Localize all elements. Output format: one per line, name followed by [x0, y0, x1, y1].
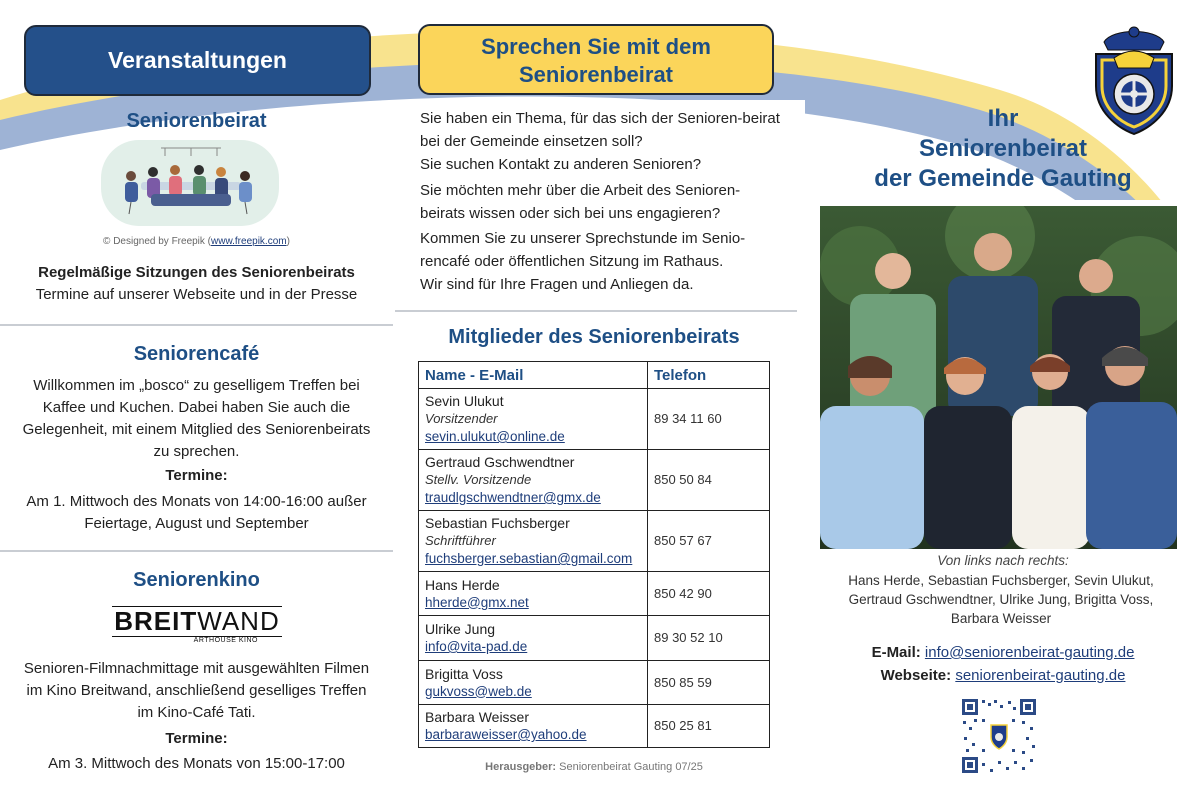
- email-link[interactable]: info@seniorenbeirat-gauting.de: [924, 644, 1135, 661]
- right-title-line-1: Ihr: [987, 105, 1019, 132]
- events-header-label: Veranstaltungen: [108, 47, 287, 73]
- group-photo: [820, 206, 1177, 549]
- member-name: Sevin Ulukut: [425, 393, 504, 409]
- column-header-name: Name - E-Mail: [419, 362, 648, 389]
- photo-caption-names: Hans Herde, Sebastian Fuchsberger, Sevin Ulukut, Gertraud Gschwendtner, Ulrike Jung, Brigitta Voss, Barbara Weisser: [848, 573, 1154, 626]
- qr-code-icon[interactable]: [960, 697, 1038, 775]
- member-email-link[interactable]: barbaraweisser@yahoo.de: [425, 727, 587, 742]
- members-table: [418, 361, 770, 748]
- events-header: [24, 25, 371, 96]
- meeting-illustration: [101, 140, 279, 226]
- kino-termine-text: Am 3. Mittwoch des Monats von 15:00-17:00: [48, 755, 345, 772]
- publisher-label: Herausgeber:: [485, 761, 557, 773]
- member-cell: [419, 450, 648, 511]
- website-link[interactable]: seniorenbeirat-gauting.de: [955, 667, 1126, 684]
- member-phone: 850 42 90: [648, 572, 770, 616]
- member-phone: 850 57 67: [648, 511, 770, 572]
- logo-text-wand: WAND: [197, 606, 280, 636]
- publisher-text: Seniorenbeirat Gauting 07/25: [559, 761, 703, 773]
- member-email-link[interactable]: info@vita-pad.de: [425, 639, 528, 654]
- section-title-seniorenbeirat: Seniorenbeirat: [126, 110, 267, 132]
- member-cell: [419, 661, 648, 705]
- table-row: [419, 661, 770, 705]
- contact-header: [418, 24, 774, 95]
- credit-prefix: © Designed by Freepik (: [103, 236, 212, 247]
- table-row: [419, 616, 770, 661]
- meetings-dates-line: Termine auf unserer Webseite und in der Presse: [35, 286, 358, 303]
- cafe-termine-label: Termine:: [165, 467, 228, 484]
- column-header-phone: Telefon: [648, 362, 770, 389]
- email-line: [806, 644, 1200, 661]
- intro-paragraph-5: Wir sind für Ihre Fragen und Anliegen da.: [420, 276, 694, 293]
- cafe-termine-text: Am 1. Mittwoch des Monats von 14:00-16:00 außer Feiertage, August und September: [26, 493, 367, 532]
- member-email-link[interactable]: fuchsberger.sebastian@gmail.com: [425, 551, 633, 566]
- kino-description: Senioren-Filmnachmittage mit ausgewählten Filmen im Kino Breitwand, anschließend geselliges Treffen im Kino-Café Tati.: [23, 660, 370, 721]
- logo-text-breit: BREIT: [114, 606, 198, 636]
- member-cell: [419, 389, 648, 450]
- breitwand-logo: [112, 606, 282, 644]
- table-row: [419, 450, 770, 511]
- cafe-description: Willkommen im „bosco“ zu geselligem Treffen bei Kaffee und Kuchen. Dabei haben Sie auch die Gelegenheit, mit einem Mitglied des Seniorenbeirats zu sprechen.: [22, 377, 371, 460]
- member-name: Ulrike Jung: [425, 621, 496, 637]
- table-row: [419, 705, 770, 748]
- right-title-line-3: der Gemeinde Gauting: [874, 165, 1132, 192]
- member-cell: [419, 705, 648, 748]
- member-email-link[interactable]: traudlgschwendtner@gmx.de: [425, 490, 601, 505]
- meetings-line: Regelmäßige Sitzungen des Seniorenbeirats: [38, 264, 355, 281]
- table-row: [419, 572, 770, 616]
- divider: [395, 310, 797, 312]
- contact-header-label: Sprechen Sie mit dem Seniorenbeirat: [481, 34, 711, 87]
- member-name: Gertraud Gschwendtner: [425, 454, 575, 470]
- photo-caption-intro: Von links nach rechts:: [937, 553, 1069, 568]
- member-role: Stellv. Vorsitzende: [425, 472, 532, 487]
- right-title-line-2: Seniorenbeirat: [918, 135, 1088, 162]
- divider: [0, 324, 393, 326]
- section-title-seniorenkino: Seniorenkino: [133, 569, 260, 591]
- member-name: Sebastian Fuchsberger: [425, 515, 570, 531]
- intro-paragraph-4: Kommen Sie zu unserer Sprechstunde im Senio-rencafé oder öffentlichen Sitzung im Rathaus.: [420, 230, 746, 270]
- member-email-link[interactable]: gukvoss@web.de: [425, 683, 532, 699]
- intro-paragraph-3: Sie möchten mehr über die Arbeit des Senioren-beirats wissen oder sich bei uns engagieren?: [420, 182, 741, 222]
- logo-subtitle: ARTHOUSE KINO: [193, 637, 258, 644]
- divider: [0, 550, 393, 552]
- member-role: Schriftführer: [425, 533, 496, 548]
- section-title-seniorencafe: Seniorencafé: [133, 343, 260, 365]
- member-cell: [419, 616, 648, 661]
- table-row: [419, 389, 770, 450]
- image-credit: [0, 236, 393, 247]
- member-phone: 89 30 52 10: [648, 616, 770, 661]
- intro-paragraph-2: Sie suchen Kontakt zu anderen Senioren?: [420, 156, 702, 173]
- member-name: Barbara Weisser: [425, 709, 530, 725]
- member-phone: 850 50 84: [648, 450, 770, 511]
- members-title: Mitglieder des Seniorenbeirats: [448, 326, 740, 348]
- website-line: [806, 667, 1200, 684]
- member-name: Hans Herde: [425, 576, 500, 593]
- member-phone: 850 25 81: [648, 705, 770, 748]
- member-cell: [419, 572, 648, 616]
- email-label: E-Mail:: [871, 644, 921, 661]
- table-header-row: [419, 362, 770, 389]
- right-title: [806, 104, 1200, 194]
- intro-paragraph-1: Sie haben ein Thema, für das sich der Senioren-beirat bei der Gemeinde einsetzen soll?: [420, 110, 780, 150]
- website-label: Webseite:: [880, 667, 952, 684]
- member-role: Vorsitzender: [425, 411, 498, 426]
- member-phone: 850 85 59: [648, 661, 770, 705]
- publisher-line: [418, 761, 770, 773]
- member-phone: 89 34 11 60: [648, 389, 770, 450]
- member-email-link[interactable]: hherde@gmx.net: [425, 594, 529, 610]
- credit-suffix: ): [286, 236, 290, 247]
- member-cell: [419, 511, 648, 572]
- member-name: Brigitta Voss: [425, 665, 503, 682]
- table-row: [419, 511, 770, 572]
- member-email-link[interactable]: sevin.ulukut@online.de: [425, 429, 565, 444]
- freepik-link[interactable]: www.freepik.com: [211, 236, 287, 247]
- kino-termine-label: Termine:: [165, 730, 228, 747]
